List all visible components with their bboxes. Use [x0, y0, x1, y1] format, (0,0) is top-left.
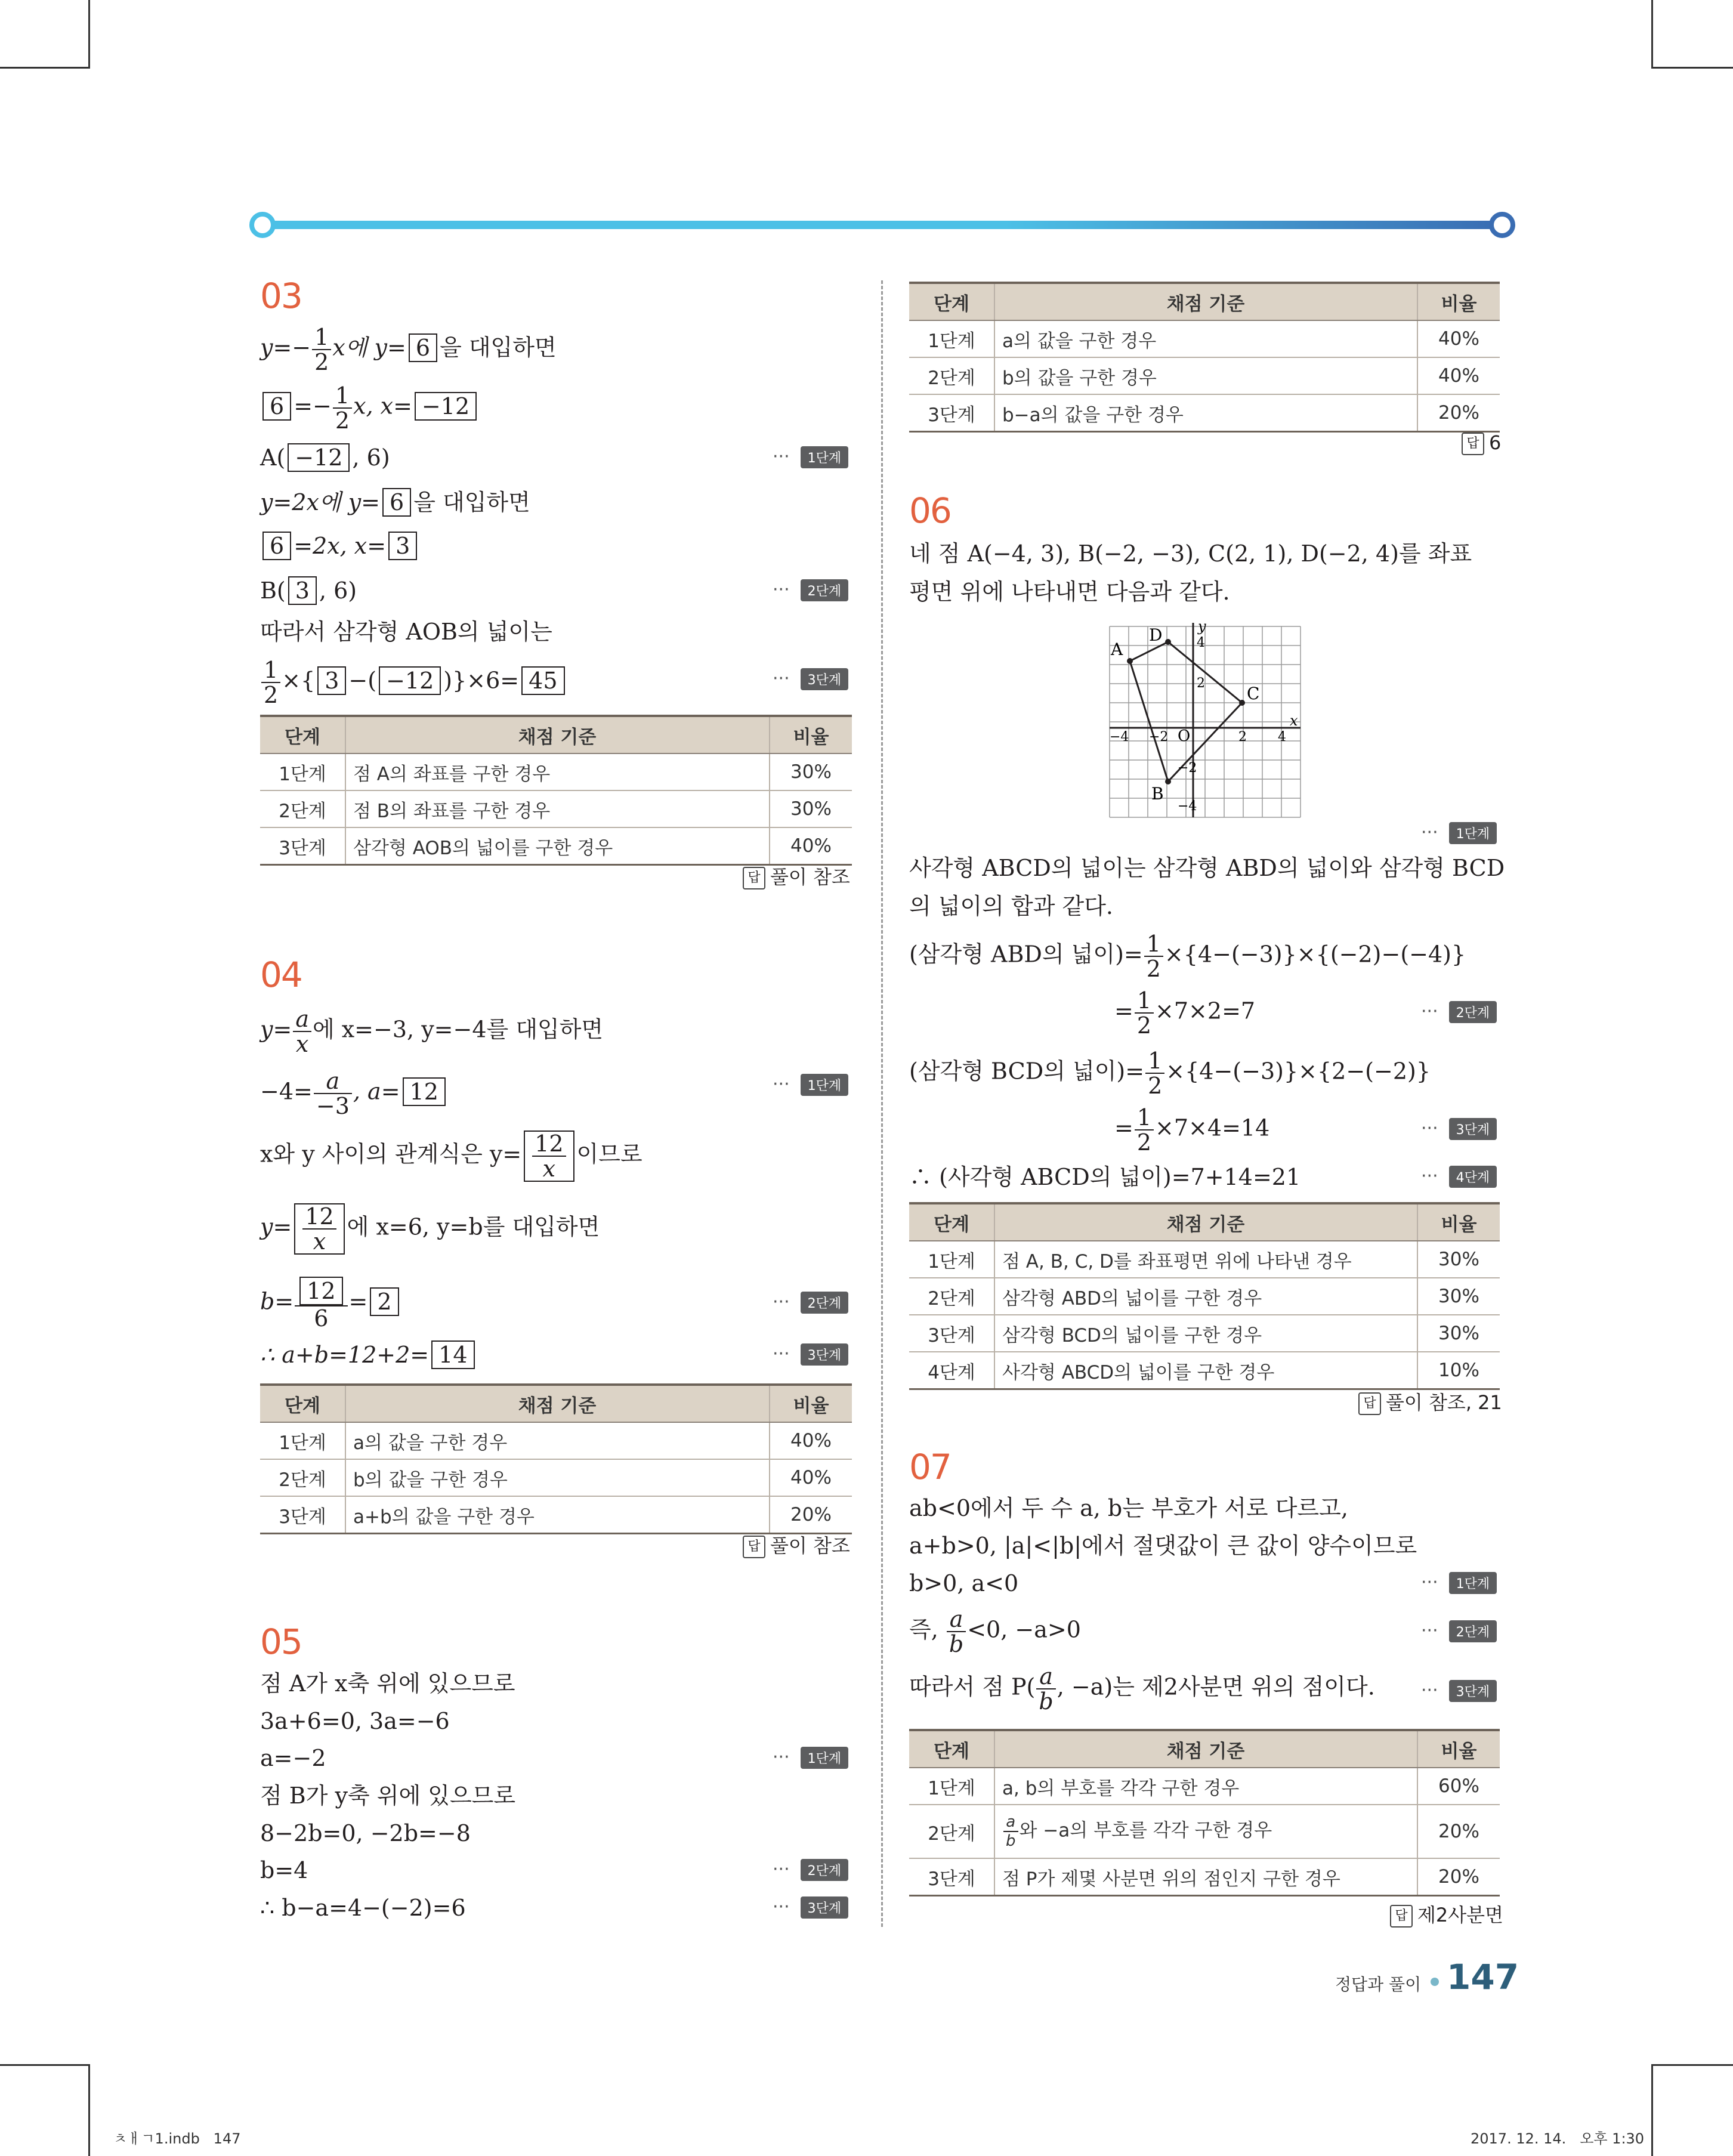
- table-row: 1단계 점 A, B, C, D를 좌표평면 위에 나타낸 경우 30%: [909, 1241, 1500, 1278]
- tick-label: −4: [1110, 730, 1129, 745]
- answer: 답 풀이 참조, 21: [1358, 1388, 1502, 1415]
- solution-line: ∴ (사각형 ABCD의 넓이)=7+14=21: [909, 1164, 1301, 1190]
- crop-mark: [88, 2064, 90, 2156]
- solution-line: ∴ a+b=12+2= 14: [260, 1340, 477, 1370]
- solution-line: (삼각형 BCD의 넓이)= $\frac{1}{2}$ ×{4−(−3)}×{2−(−2)}: [909, 1048, 1431, 1099]
- print-file-info: ㅊㅐㄱ1.indb 147: [113, 2130, 241, 2147]
- table-row: 3단계 점 P가 제몇 사분면 위의 점인지 구한 경우 20%: [909, 1858, 1500, 1896]
- table-row: 3단계 b−a의 값을 구한 경우 20%: [909, 394, 1500, 432]
- table-row: 2단계 b의 값을 구한 경우 40%: [260, 1459, 852, 1496]
- step-marker: ··· 2단계: [773, 1292, 848, 1314]
- solution-line: 점 A가 x축 위에 있으므로: [260, 1670, 515, 1697]
- grading-table: 단계 채점 기준 비율 1단계 a, b의 부호를 각각 구한 경우 60% 2단계 $\frac{a}{b}$ 와 −a의 부호를 각각 구한 경우 20% 3단계 점 P가 제몇 사분면 위의 점인지 구한 경우 20%: [909, 1729, 1500, 1896]
- header-bar: [261, 221, 1499, 229]
- solution-line: b=4: [260, 1857, 308, 1883]
- label-origin: O: [1178, 727, 1191, 745]
- problem-number: 04: [260, 955, 302, 995]
- point-c: [1239, 700, 1245, 706]
- solution-line: 3a+6=0, 3a=−6: [260, 1708, 450, 1734]
- grading-table: 단계 채점 기준 비율 1단계 a의 값을 구한 경우 40% 2단계 b의 값을 구한 경우 40% 3단계 b−a의 값을 구한 경우 20%: [909, 282, 1500, 433]
- print-date-info: 2017. 12. 14. 오후 1:30: [1471, 2130, 1645, 2147]
- crop-mark: [0, 2064, 89, 2066]
- column-separator: [881, 280, 883, 1927]
- solution-line: b>0, a<0: [909, 1570, 1019, 1596]
- answer-icon: 답: [1462, 433, 1484, 455]
- tick-label: −2: [1149, 730, 1169, 745]
- tick-label: 2: [1197, 676, 1205, 691]
- tick-label: 2: [1238, 730, 1247, 745]
- step-marker: ··· 4단계: [1421, 1166, 1497, 1188]
- label-d: D: [1149, 625, 1163, 645]
- step-marker: ··· 3단계: [773, 668, 848, 690]
- table-row: 2단계 $\frac{a}{b}$ 와 −a의 부호를 각각 구한 경우 20%: [909, 1805, 1500, 1858]
- solution-line: 따라서 삼각형 AOB의 넓이는: [260, 619, 552, 645]
- solution-line: 8−2b=0, −2b=−8: [260, 1820, 471, 1846]
- table-row: 1단계 a, b의 부호를 각각 구한 경우 60%: [909, 1768, 1500, 1805]
- bar-end-dot: [1489, 212, 1515, 238]
- table-row: 3단계 a+b의 값을 구한 경우 20%: [260, 1496, 852, 1534]
- solution-line: 따라서 점 P( $\frac{a}{b}$ , −a)는 제2사분면 위의 점이다.: [909, 1663, 1375, 1715]
- point-b: [1165, 779, 1171, 784]
- table-row: 1단계 a의 값을 구한 경우 40%: [909, 320, 1500, 357]
- crop-mark: [1651, 2064, 1733, 2066]
- solution-line: a+b>0, |a|<|b|에서 절댓값이 큰 값이 양수이므로: [909, 1533, 1417, 1559]
- table-row: 2단계 삼각형 ABD의 넓이를 구한 경우 30%: [909, 1278, 1500, 1315]
- tick-label: 4: [1197, 635, 1205, 650]
- answer-icon: 답: [743, 1536, 765, 1558]
- grading-table: 단계 채점 기준 비율 1단계 점 A, B, C, D를 좌표평면 위에 나타낸 경우 30% 2단계 삼각형 ABD의 넓이를 구한 경우 30% 3단계 삼각형 BCD의 넓이를 구한 경우 30% 4단계 사각형 ABCD의 넓이를 구한 경우 10%: [909, 1202, 1500, 1390]
- solution-line: $\frac{1}{2}$ ×{ 3 −( −12 )}×6= 45: [260, 658, 567, 707]
- step-marker: ··· 1단계: [773, 1747, 848, 1769]
- solution-line: y= $\frac{12}{x}$ 에 x=6, y=b를 대입하면: [260, 1203, 600, 1255]
- label-y: y: [1198, 620, 1206, 635]
- step-marker: ··· 3단계: [773, 1896, 848, 1919]
- bar-end-dot: [249, 212, 276, 238]
- label-x: x: [1290, 712, 1298, 729]
- step-marker: ··· 3단계: [773, 1343, 848, 1366]
- solution-line: 6 =− $\frac{1}{2}$ x, x= −12: [260, 384, 479, 433]
- solution-line: (삼각형 ABD의 넓이)= $\frac{1}{2}$ ×{4−(−3)}×{(−2)−(−4)}: [909, 931, 1466, 982]
- solution-line: = $\frac{1}{2}$ ×7×2=7: [1114, 987, 1256, 1039]
- problem-number: 05: [260, 1621, 302, 1662]
- label-a: A: [1111, 640, 1123, 659]
- solution-line: 6 =2x, x= 3: [260, 531, 419, 561]
- solution-line: 점 B가 y축 위에 있으므로: [260, 1783, 516, 1809]
- step-marker: ··· 1단계: [1421, 822, 1497, 844]
- solution-line: y=2x에 y= 6 을 대입하면: [260, 489, 530, 515]
- step-marker: ··· 2단계: [1421, 1001, 1497, 1023]
- step-marker: ··· 2단계: [1421, 1620, 1497, 1642]
- solution-line: x와 y 사이의 관계식은 y= $\frac{12}{x}$ 이므로: [260, 1130, 642, 1182]
- page-number: 147: [1447, 1957, 1519, 1997]
- answer: 답 6: [1462, 431, 1501, 455]
- point-d: [1165, 639, 1171, 645]
- table-row: 2단계 b의 값을 구한 경우 40%: [909, 357, 1500, 394]
- solution-line: ab<0에서 두 수 a, b는 부호가 서로 다르고,: [909, 1495, 1348, 1521]
- crop-mark: [1651, 0, 1653, 69]
- footer-dot: [1431, 1978, 1439, 1986]
- label-c: C: [1247, 684, 1260, 703]
- solution-line: = $\frac{1}{2}$ ×7×4=14: [1114, 1104, 1270, 1156]
- solution-line: a=−2: [260, 1745, 326, 1771]
- solution-line: A( −12 , 6): [260, 444, 390, 471]
- step-marker: ··· 1단계: [773, 446, 848, 468]
- table-row: 3단계 삼각형 AOB의 넓이를 구한 경우 40%: [260, 827, 852, 865]
- table-row: 4단계 사각형 ABCD의 넓이를 구한 경우 10%: [909, 1352, 1500, 1389]
- crop-mark: [1651, 67, 1733, 69]
- table-row: 3단계 삼각형 BCD의 넓이를 구한 경우 30%: [909, 1315, 1500, 1352]
- solution-line: 네 점 A(−4, 3), B(−2, −3), C(2, 1), D(−2, 4)를 좌표: [909, 540, 1472, 567]
- step-marker: ··· 1단계: [773, 1074, 848, 1096]
- table-row: 1단계 a의 값을 구한 경우 40%: [260, 1422, 852, 1459]
- answer: 답 풀이 참조: [743, 1531, 850, 1558]
- problem-number: 03: [260, 276, 302, 316]
- solution-line: 즉, $\frac{a}{b}$ <0, −a>0: [909, 1606, 1081, 1657]
- step-marker: ··· 2단계: [773, 1859, 848, 1881]
- tick-label: −2: [1178, 761, 1197, 776]
- answer-icon: 답: [1358, 1392, 1381, 1415]
- solution-line: 평면 위에 나타내면 다음과 같다.: [909, 579, 1230, 605]
- solution-line: 의 넓이의 합과 같다.: [909, 893, 1113, 919]
- solution-line: y=− $\frac{1}{2}$ x에 y= 6 을 대입하면: [260, 324, 557, 375]
- table-row: 1단계 점 A의 좌표를 구한 경우 30%: [260, 753, 852, 790]
- solution-line: ∴ b−a=4−(−2)=6: [260, 1895, 466, 1921]
- tick-label: 4: [1278, 730, 1286, 745]
- solution-line: y= $\frac{a}{x}$ 에 x=−3, y=−4를 대입하면: [260, 1006, 604, 1057]
- grading-table: 단계 채점 기준 비율 1단계 점 A의 좌표를 구한 경우 30% 2단계 점 B의 좌표를 구한 경우 30% 3단계 삼각형 AOB의 넓이를 구한 경우 40%: [260, 715, 852, 866]
- table-row: 2단계 점 B의 좌표를 구한 경우 30%: [260, 790, 852, 827]
- step-marker: ··· 1단계: [1421, 1572, 1497, 1594]
- step-marker: ··· 3단계: [1421, 1680, 1497, 1702]
- grading-table: 단계 채점 기준 비율 1단계 a의 값을 구한 경우 40% 2단계 b의 값을 구한 경우 40% 3단계 a+b의 값을 구한 경우 20%: [260, 1383, 852, 1534]
- solution-line: b= $\frac{12}{6}$ = 2: [260, 1277, 401, 1330]
- label-b: B: [1151, 784, 1164, 804]
- answer-icon: 답: [743, 867, 765, 889]
- solution-line: −4= $\frac{a}{-3}$ , a= 12: [260, 1069, 448, 1118]
- footer-section: 정답과 풀이: [1335, 1975, 1422, 1994]
- tick-label: −4: [1178, 799, 1197, 814]
- coordinate-graph: [1104, 620, 1306, 823]
- crop-mark: [1651, 2064, 1653, 2156]
- solution-line: B( 3 , 6): [260, 577, 357, 604]
- step-marker: ··· 2단계: [773, 579, 848, 601]
- solution-line: 사각형 ABCD의 넓이는 삼각형 ABD의 넓이와 삼각형 BCD: [909, 855, 1505, 881]
- point-a: [1127, 658, 1133, 664]
- problem-number: 07: [909, 1447, 951, 1487]
- answer: 답 풀이 참조: [743, 862, 850, 889]
- step-marker: ··· 3단계: [1421, 1118, 1497, 1140]
- problem-number: 06: [909, 490, 951, 531]
- crop-mark: [0, 67, 89, 69]
- crop-mark: [88, 0, 90, 69]
- answer-icon: 답: [1390, 1905, 1413, 1928]
- answer: 답 제2사분면: [1390, 1900, 1503, 1928]
